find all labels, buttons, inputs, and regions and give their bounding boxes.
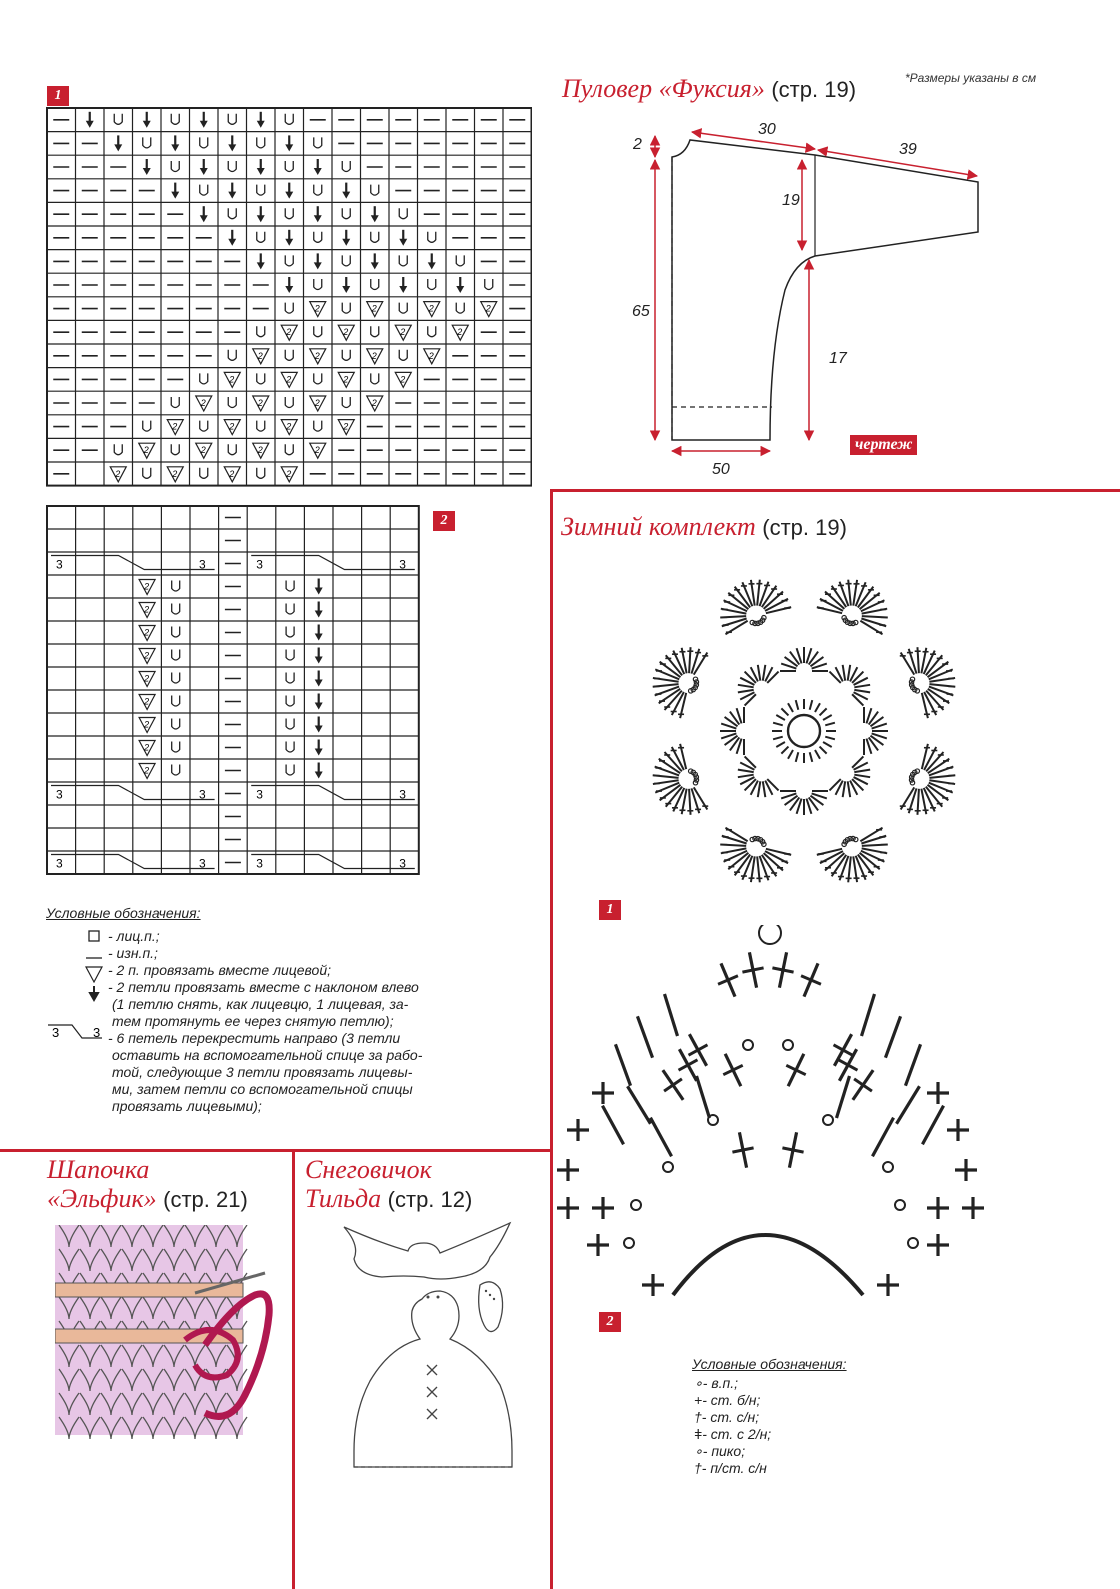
dim-65: 65 <box>632 303 650 320</box>
snowman-page: (стр. 12) <box>387 1187 473 1212</box>
svg-text:2: 2 <box>143 445 149 456</box>
legend-cable-2: оставить на вспомогательной спице за рабо- <box>112 1047 423 1063</box>
svg-text:2: 2 <box>144 581 150 592</box>
svg-text:2: 2 <box>144 742 150 753</box>
svg-text:2: 2 <box>286 468 292 479</box>
legend-cable-4: ми, затем петли со вспомогательной спицы <box>112 1081 413 1097</box>
dim-30: 30 <box>758 121 776 138</box>
picot-icon: ∘ <box>694 1443 703 1459</box>
knit-chart-2 <box>46 505 424 885</box>
svg-text:3: 3 <box>256 856 263 871</box>
snowman-body-piece <box>354 1291 512 1467</box>
legend-ssk: - 2 петли провязать вместе с наклоном влево <box>108 979 419 995</box>
svg-text:2: 2 <box>485 303 491 314</box>
svg-text:2: 2 <box>428 350 434 361</box>
hdc-icon: † <box>694 1460 702 1476</box>
chart2-badge: 2 <box>433 511 455 531</box>
snowman-title-line2: Тильда <box>305 1184 382 1213</box>
drawing-label: чертеж <box>850 435 917 455</box>
svg-text:2: 2 <box>257 398 263 408</box>
knit-stitch-icon <box>89 931 99 941</box>
svg-text:2: 2 <box>400 327 406 338</box>
svg-text:2: 2 <box>200 445 206 456</box>
svg-text:2: 2 <box>144 719 150 730</box>
legend-dc: †- ст. с/н; <box>694 1409 760 1425</box>
legend-chain: ∘- в.п.; <box>694 1375 738 1391</box>
pullover-drawing <box>600 120 1000 480</box>
svg-text:3: 3 <box>199 787 206 802</box>
winter-badge-2: 2 <box>599 1312 621 1332</box>
legend-ssk-2: (1 петлю снять, как лицевцю, 1 лицевая, за- <box>112 996 409 1012</box>
legend-cable: - 6 петель перекрестить направо (3 петли <box>108 1030 401 1046</box>
svg-text:3: 3 <box>399 557 406 572</box>
pullover-title <box>562 74 856 104</box>
hat-page: (стр. 21) <box>163 1187 248 1212</box>
svg-text:2: 2 <box>144 673 150 684</box>
svg-text:2: 2 <box>314 303 320 314</box>
svg-text:2: 2 <box>286 374 292 385</box>
svg-text:2: 2 <box>343 374 349 385</box>
winter-title-text: Зимний комплект <box>561 512 756 541</box>
hat-title-line2: «Эльфик» <box>47 1184 157 1213</box>
dim-50: 50 <box>712 461 730 478</box>
svg-text:3: 3 <box>56 787 63 802</box>
chart1-badge: 1 <box>47 86 69 106</box>
svg-text:2: 2 <box>286 421 292 432</box>
divider-bottom-left <box>0 1149 552 1152</box>
divider-vertical-mid <box>292 1149 295 1589</box>
svg-text:2: 2 <box>200 398 206 408</box>
svg-text:2: 2 <box>229 374 235 385</box>
legend-knit: - лиц.п.; <box>108 928 160 944</box>
snowman-title-line1: Снеговичок <box>305 1155 432 1184</box>
svg-text:2: 2 <box>144 627 150 638</box>
crochet-motif-2 <box>553 925 1013 1325</box>
k2tog-icon <box>86 967 102 982</box>
pullover-title-text: Пуловер «Фуксия» <box>562 74 765 103</box>
dim-17: 17 <box>829 350 847 367</box>
knit-legend-heading: Условные обозначения: <box>46 905 201 921</box>
knit-chart-1 <box>46 107 532 487</box>
svg-text:2: 2 <box>229 421 235 432</box>
winter-badge-1: 1 <box>599 900 621 920</box>
svg-text:3: 3 <box>56 856 63 871</box>
svg-text:2: 2 <box>314 445 320 456</box>
svg-text:2: 2 <box>400 374 406 385</box>
snowman-buttons <box>427 1365 437 1419</box>
svg-text:2: 2 <box>172 421 178 432</box>
snowman-title <box>305 1155 472 1214</box>
legend-k2tog: - 2 п. провязать вместе лицевой; <box>108 962 332 978</box>
winter-title <box>561 512 847 542</box>
crochet-legend <box>692 1356 912 1477</box>
cable-num-right: 3 <box>93 1025 101 1040</box>
svg-text:2: 2 <box>428 303 434 314</box>
sc-icon: + <box>694 1392 703 1408</box>
legend-cable-5: провязать лицевыми); <box>112 1098 262 1114</box>
tr-icon: ǂ <box>694 1426 703 1442</box>
dc-icon: † <box>694 1409 702 1425</box>
snowman-arm-piece <box>479 1282 503 1332</box>
dim-19: 19 <box>782 192 800 209</box>
svg-text:2: 2 <box>371 350 377 361</box>
crochet-legend-heading: Условные обозначения: <box>692 1356 847 1372</box>
hat-title-line1: Шапочка <box>47 1155 150 1184</box>
hat-stitch-illustration <box>55 1225 285 1445</box>
svg-text:3: 3 <box>199 856 206 871</box>
crochet-motif-1 <box>636 553 976 923</box>
svg-text:2: 2 <box>314 350 320 361</box>
svg-text:3: 3 <box>399 787 406 802</box>
svg-text:2: 2 <box>343 327 349 338</box>
legend-cable-3: той, следующие 3 петли провязать лицевы- <box>112 1064 413 1080</box>
svg-text:2: 2 <box>144 696 150 707</box>
winter-page: (стр. 19) <box>762 515 847 540</box>
svg-text:2: 2 <box>257 445 263 456</box>
knit-legend-symbols <box>46 925 116 1045</box>
hat-title <box>47 1155 248 1214</box>
svg-text:2: 2 <box>343 421 349 432</box>
svg-text:3: 3 <box>256 557 263 572</box>
dim-2: 2 <box>633 136 642 153</box>
crochet-legend-items <box>692 1375 912 1477</box>
legend-picot: ∘- пико; <box>694 1443 746 1459</box>
knit-legend-items <box>108 928 488 1115</box>
svg-text:2: 2 <box>144 765 150 776</box>
legend-purl: - изн.п.; <box>108 945 158 961</box>
pullover-page: (стр. 19) <box>771 77 857 102</box>
cable-num-left: 3 <box>52 1025 60 1040</box>
snowman-hat-piece <box>344 1223 510 1279</box>
divider-top-right <box>550 489 1120 492</box>
snowman-title-line2-wrap <box>305 1184 472 1214</box>
svg-text:2: 2 <box>371 398 377 408</box>
legend-ssk-3: тем протянуть ее через снятую петлю); <box>112 1013 394 1029</box>
svg-text:3: 3 <box>256 787 263 802</box>
svg-text:3: 3 <box>199 557 206 572</box>
legend-hdc: †- п/ст. с/н <box>694 1460 767 1476</box>
svg-text:2: 2 <box>314 398 320 408</box>
svg-text:2: 2 <box>144 604 150 615</box>
svg-text:2: 2 <box>172 468 178 479</box>
svg-text:3: 3 <box>56 557 63 572</box>
svg-text:3: 3 <box>399 856 406 871</box>
legend-sc: +- ст. б/н; <box>694 1392 761 1408</box>
legend-tr: ǂ- ст. с 2/н; <box>694 1426 772 1442</box>
dim-39: 39 <box>899 141 917 158</box>
svg-text:2: 2 <box>457 327 463 338</box>
svg-text:2: 2 <box>286 327 292 338</box>
svg-text:2: 2 <box>115 468 121 479</box>
ssk-icon <box>90 986 98 1000</box>
hat-title-line2-wrap <box>47 1184 248 1214</box>
pullover-outline <box>672 140 978 440</box>
chain-icon: ∘ <box>694 1375 703 1391</box>
size-note: *Размеры указаны в см <box>905 71 1037 85</box>
svg-text:2: 2 <box>144 650 150 661</box>
svg-text:2: 2 <box>257 350 263 361</box>
snowman-pattern <box>340 1215 540 1495</box>
svg-text:2: 2 <box>229 468 235 479</box>
svg-text:2: 2 <box>371 303 377 314</box>
